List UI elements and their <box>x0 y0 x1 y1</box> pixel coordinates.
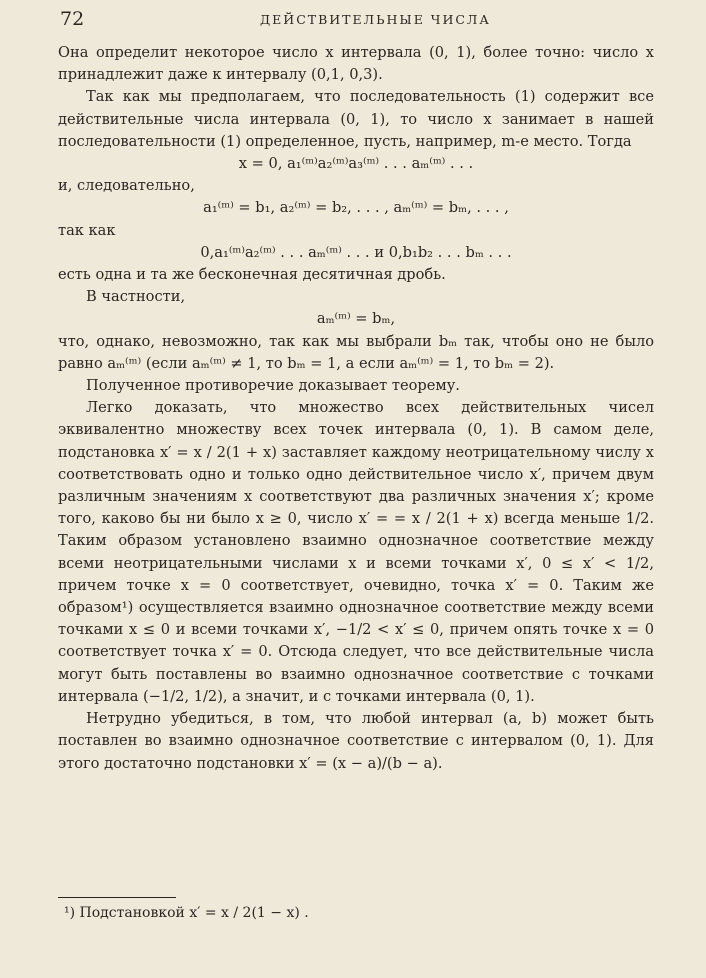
formula-x-expansion: x = 0, a₁⁽ᵐ⁾a₂⁽ᵐ⁾a₃⁽ᵐ⁾ . . . aₘ⁽ᵐ⁾ . . . <box>238 155 474 173</box>
running-head: ДЕЙСТВИТЕЛЬНЫЕ ЧИСЛА <box>260 12 491 27</box>
paragraph: Так как мы предполагаем, что последовательность (1) содержит все действительные числа интервала (0, 1), то число x занимает в нашей последовательности (1) определенное, пусть, например, m-е место. Тогда <box>58 88 654 150</box>
page-header <box>60 8 654 32</box>
formula-diagonal: aₘ⁽ᵐ⁾ = bₘ, <box>316 310 396 328</box>
paragraph: так как <box>58 221 116 239</box>
paragraph: Нетрудно убедиться, в том, что любой интервал (a, b) может быть поставлен во взаимно однозначное соответствие с интервалом (0, 1). Для этого достаточно подстановки x′ = (x − a)/(b − a). <box>58 710 654 772</box>
footnote: ¹) Подстановкой x′ = x / 2(1 − x) . <box>64 905 309 921</box>
paragraph: что, однако, невозможно, так как мы выбрали bₘ так, чтобы оно не было равно aₘ⁽ᵐ⁾ (если aₘ⁽ᵐ⁾ ≠ 1, то bₘ = 1, а если aₘ⁽ᵐ⁾ = 1, то bₘ = 2). <box>58 332 654 372</box>
paragraph: Полученное противоречие доказывает теорему. <box>86 377 460 395</box>
paragraph: Легко доказать, что множество всех действительных чисел эквивалентно множеству всех точек интервала (0, 1). В самом деле, подстановка x′ = x / 2(1 + x) заставляет каждому неотрицательному числу x соответствовать одно и только одно действительное число x′, причем двум различным значениям x соответствуют два различных значения x′; кроме того, каково бы ни было x ≥ 0, число x′ = = x / 2(1 + x) всегда меньше 1/2. Таким образом установлено взаимно однозначное соответствие между всеми неотрицательными числами x и всеми точками x′, 0 ≤ x′ < 1/2, причем точке x = 0 соответствует, очевидно, точка x′ = 0. Таким же образом¹) осуществляется взаимно однозначное соответствие между всеми точками x ≤ 0 и всеми точками x′, −1/2 < x′ ≤ 0, причем опять точке x = 0 соответствует точка x′ = 0. Отсюда следует, что все действительные числа могут быть поставлены во взаимно однозначное соответствие с точками интервала (−1/2, 1/2), а значит, и с точками интервала (0, 1). <box>58 399 654 705</box>
formula-two-fractions: 0,a₁⁽ᵐ⁾a₂⁽ᵐ⁾ . . . aₘ⁽ᵐ⁾ . . . и 0,b₁b₂ . . . bₘ . . . <box>200 243 512 261</box>
paragraph: есть одна и та же бесконечная десятичная дробь. <box>58 266 446 284</box>
paragraph: В частности, <box>86 288 186 306</box>
formula-digit-equalities: a₁⁽ᵐ⁾ = b₁, a₂⁽ᵐ⁾ = b₂, . . . , aₘ⁽ᵐ⁾ = bₘ, . . . , <box>203 199 509 217</box>
page-body <box>58 42 654 775</box>
paragraph: и, следовательно, <box>58 177 195 195</box>
footnote-rule <box>58 897 176 898</box>
page-number: 72 <box>60 8 85 30</box>
paragraph: Она определит некоторое число x интервала (0, 1), более точно: число x принадлежит даже к интервалу (0,1, 0,3). <box>58 44 654 84</box>
